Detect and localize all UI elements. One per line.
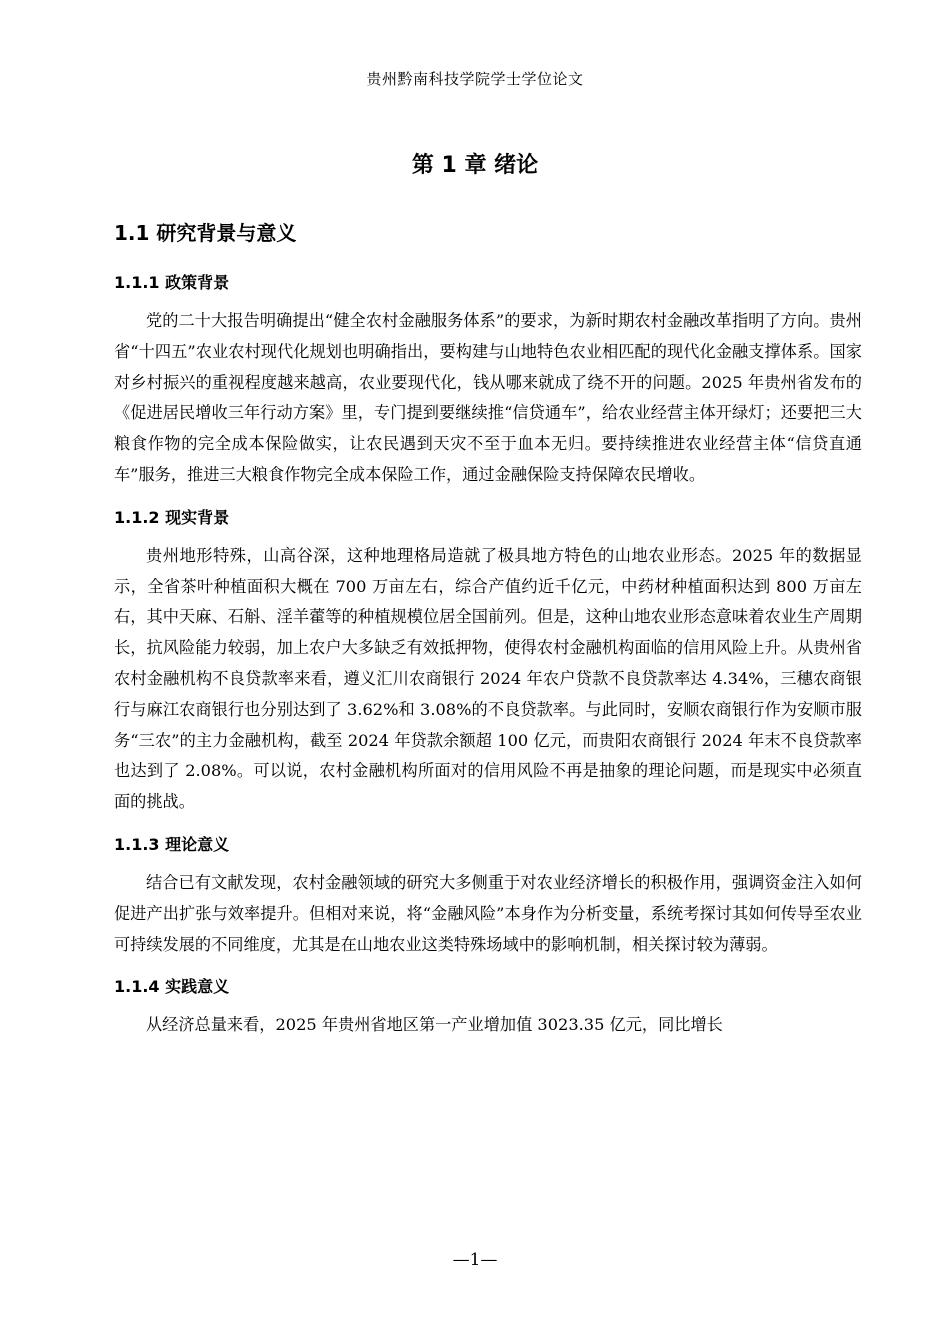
subsection-heading-practice: 1.1.4 实践意义 [114,977,230,997]
page-number: —1— [452,1250,498,1270]
paragraph-reality: 贵州地形特殊，山高谷深，这种地理格局造就了极具地方特色的山地农业形态。2025 年的数据显示，全省茶叶种植面积大概在 700 万亩左右，综合产值约近千亿元，中药材种植面积达到 800 万亩左右，其中天麻、石斛、淫羊藿等的种植规模位居全国前列。但是，这种山地农业形态意味着农业生产周期长，抗风险能力较弱，加上农户大多缺乏有效抵押物，使得农村金融机构面临的信用风险上升。从贵州省农村金融机构不良贷款率来看，遵义汇川农商银行 2024 年农户贷款不良贷款率达 4.34%，三穗农商银行与麻江农商银行也分别达到了 3.62%和 3.08%的不良贷款率。与此同时，安顺农商银行作为安顺市服务“三农”的主力金融机构，截至 2024 年贷款余额超 100 亿元，而贵阳农商银行 2024 年末不良贷款率也达到了 2.08%。可以说，农村金融机构所面对的信用风险不再是抽象的理论问题，而是现实中必须直面的挑战。 [114,545,862,812]
subsection-heading-theory: 1.1.3 理论意义 [114,834,230,854]
section-heading: 1.1 研究背景与意义 [114,221,297,245]
main-content [114,218,862,1055]
subsection-heading-policy: 1.1.1 政策背景 [114,273,230,292]
paragraph-theory: 结合已有文献发现，农村金融领域的研究大多侧重于对农业经济增长的积极作用，强调资金注入如何促进产出扩张与效率提升。但相对来说，将“金融风险”本身作为分析变量，系统考探讨其如何传导至农业可持续发展的不同维度，尤其是在山地农业这类特殊场域中的影响机制，相关探讨较为薄弱。 [114,872,862,954]
subsection-heading-reality: 1.1.2 现实背景 [114,507,230,527]
paragraph-practice: 从经济总量来看，2025 年贵州省地区第一产业增加值 3023.35 亿元，同比增长 [146,1015,723,1035]
chapter-title: 第 1 章 绪论 [411,153,539,178]
running-header: 贵州黔南科技学院学士学位论文 [366,70,584,88]
paragraph-policy: 党的二十大报告明确提出“健全农村金融服务体系”的要求，为新时期农村金融改革指明了方向。贵州省“十四五”农业农村现代化规划也明确指出，要构建与山地特色农业相匹配的现代化金融支撑体系。国家对乡村振兴的重视程度越来越高，农业要现代化，钱从哪来就成了绕不开的问题。2025 年贵州省发布的《促进居民增收三年行动方案》里，专门提到要继续推“信贷通车”，给农业经营主体开绿灯；还要把三大粮食作物的完全成本保险做实，让农民遇到天灾不至于血本无归。要持续推进农业经营主体“信贷直通车”服务，推进三大粮食作物完全成本保险工作，通过金融保险支持保障农民增收。 [114,311,862,484]
